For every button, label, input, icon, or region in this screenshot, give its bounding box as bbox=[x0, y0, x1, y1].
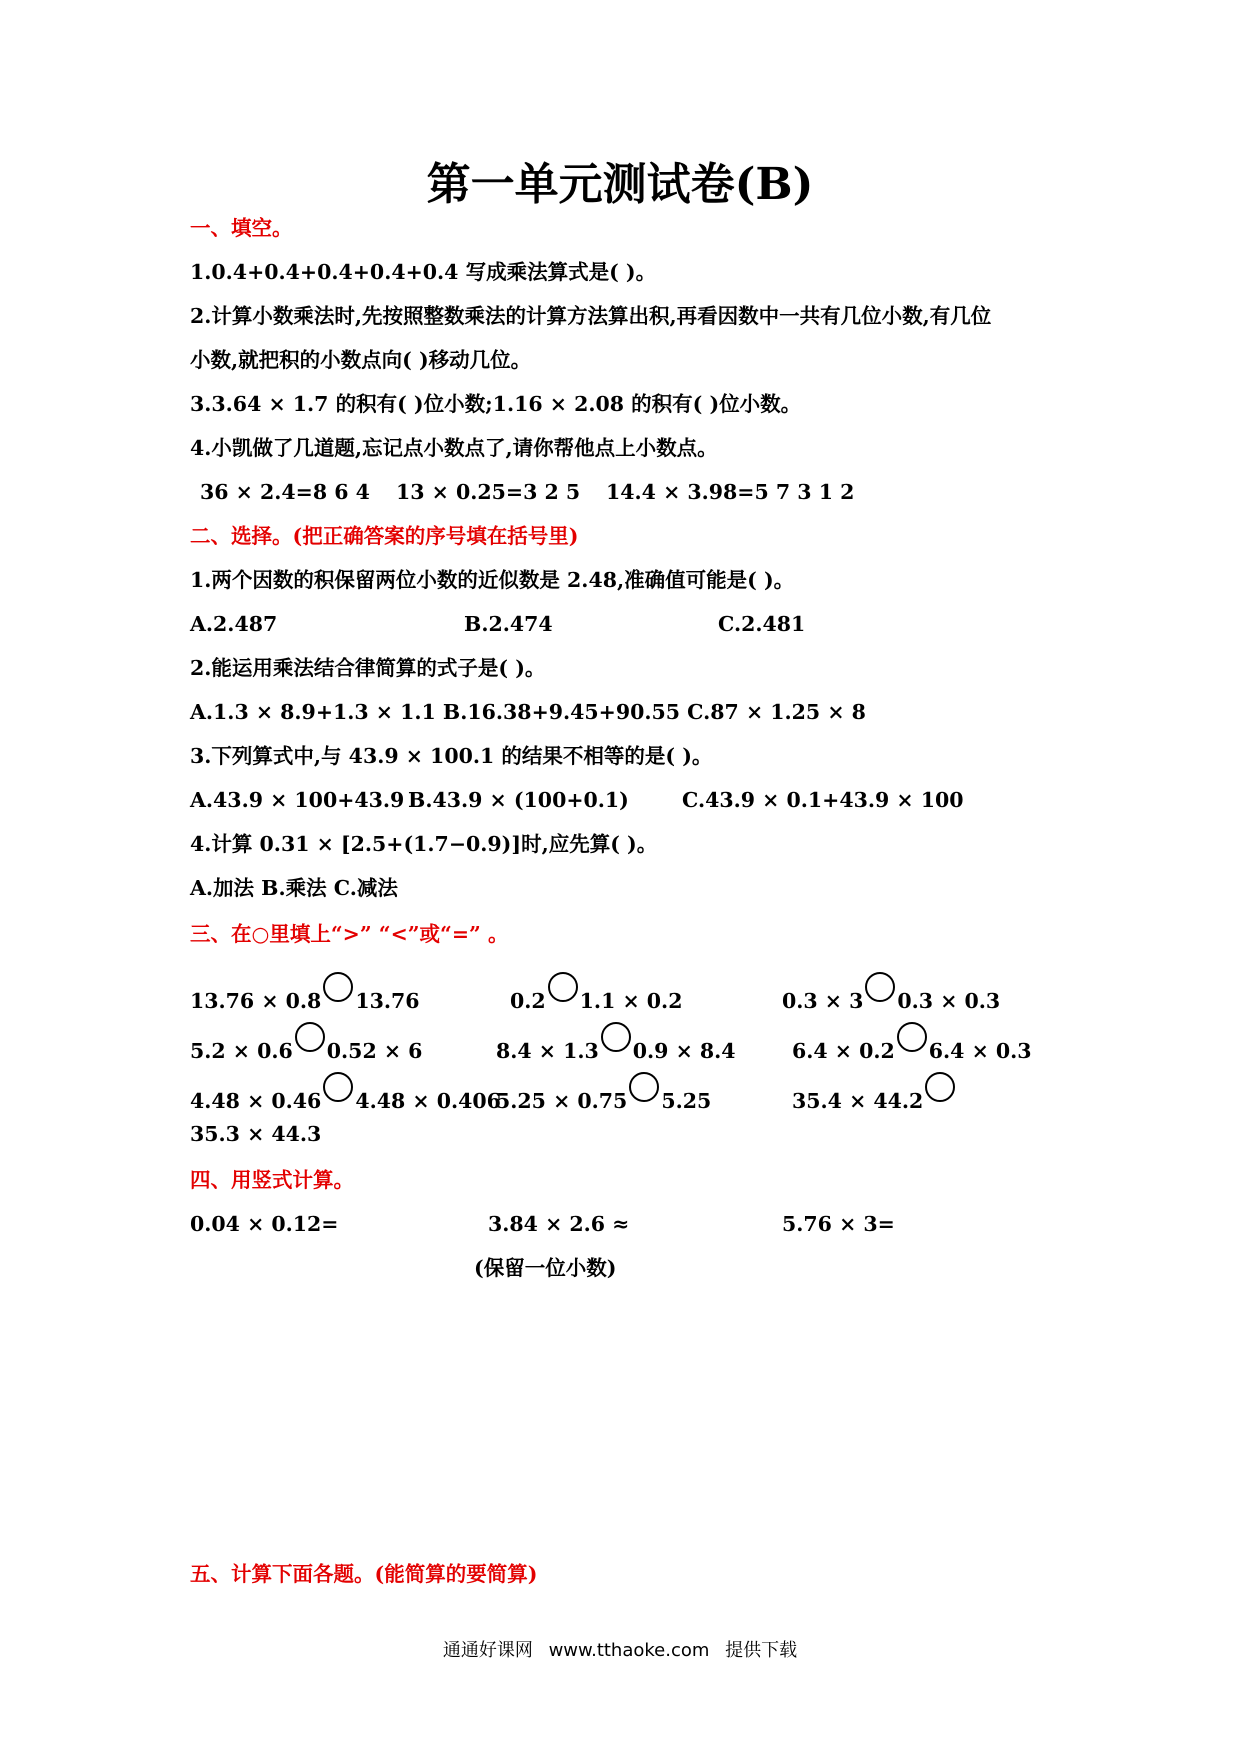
q2-3-option-a: A.43.9 × 100+43.9 bbox=[190, 788, 405, 812]
answer-circle[interactable] bbox=[925, 1072, 955, 1102]
compare-item bbox=[496, 1022, 736, 1064]
question-2-4: 4.计算 0.31 × [2.5+(1.7−0.9)]时,应先算( )。 bbox=[190, 832, 658, 856]
compare-left: 8.4 × 1.3 bbox=[496, 1039, 599, 1063]
q4-item-3: 14.4 × 3.98=5 7 3 1 2 bbox=[606, 480, 855, 504]
answer-circle[interactable] bbox=[629, 1072, 659, 1102]
answer-circle[interactable] bbox=[323, 1072, 353, 1102]
compare-right: 0.9 × 8.4 bbox=[632, 1039, 736, 1063]
compare-left: 0.3 × 3 bbox=[782, 989, 864, 1013]
q2-3-option-b: B.43.9 × (100+0.1) bbox=[408, 788, 629, 812]
question-1-1: 1.0.4+0.4+0.4+0.4+0.4 写成乘法算式是( )。 bbox=[190, 260, 657, 284]
compare-left: 35.4 × 44.2 bbox=[792, 1089, 924, 1113]
rounding-note: (保留一位小数) bbox=[474, 1256, 617, 1280]
compare-overflow-right: 35.3 × 44.3 bbox=[190, 1122, 322, 1146]
page-footer bbox=[0, 1636, 1240, 1662]
question-2-1: 1.两个因数的积保留两位小数的近似数是 2.48,准确值可能是( )。 bbox=[190, 568, 795, 592]
question-2-3: 3.下列算式中,与 43.9 × 100.1 的结果不相等的是( )。 bbox=[190, 744, 713, 768]
section5-heading: 五、计算下面各题。(能简算的要简算) bbox=[190, 1562, 538, 1586]
q2-4-options: A.加法 B.乘法 C.减法 bbox=[190, 876, 398, 900]
answer-circle[interactable] bbox=[601, 1022, 631, 1052]
compare-left: 6.4 × 0.2 bbox=[792, 1039, 895, 1063]
compare-right: 0.52 × 6 bbox=[326, 1039, 423, 1063]
compare-left: 0.2 bbox=[510, 989, 546, 1013]
question-1-2-line1: 2.计算小数乘法时,先按照整数乘法的计算方法算出积,再看因数中一共有几位小数,有几位 bbox=[190, 304, 992, 328]
compare-right: 0.3 × 0.3 bbox=[897, 989, 1001, 1013]
compare-right: 4.48 × 0.406 bbox=[355, 1089, 501, 1113]
compare-item bbox=[190, 1072, 501, 1114]
section1-heading: 一、填空。 bbox=[190, 216, 293, 240]
compare-item bbox=[190, 1022, 422, 1064]
compare-item bbox=[190, 972, 420, 1014]
answer-circle[interactable] bbox=[548, 972, 578, 1002]
section3-heading: 三、在○里填上“>” “<”或“=” 。 bbox=[190, 922, 509, 946]
question-1-2-line2: 小数,就把积的小数点向( )移动几位。 bbox=[190, 348, 532, 372]
vertical-calc-item-2: 3.84 × 2.6 ≈ bbox=[488, 1212, 630, 1236]
answer-circle[interactable] bbox=[295, 1022, 325, 1052]
q2-1-option-a: A.2.487 bbox=[190, 612, 278, 636]
answer-circle[interactable] bbox=[897, 1022, 927, 1052]
vertical-calc-item-3: 5.76 × 3= bbox=[782, 1212, 895, 1236]
section2-heading: 二、选择。(把正确答案的序号填在括号里) bbox=[190, 524, 579, 548]
section4-heading: 四、用竖式计算。 bbox=[190, 1168, 354, 1192]
q2-1-option-b: B.2.474 bbox=[464, 612, 553, 636]
question-1-3: 3.3.64 × 1.7 的积有( )位小数;1.16 × 2.08 的积有( )位小数。 bbox=[190, 392, 802, 416]
footer-url[interactable]: www.tthaoke.com bbox=[548, 1640, 710, 1661]
compare-right: 1.1 × 0.2 bbox=[579, 989, 683, 1013]
compare-left: 4.48 × 0.46 bbox=[190, 1089, 322, 1113]
compare-left: 5.25 × 0.75 bbox=[496, 1089, 628, 1113]
q2-3-option-c: C.43.9 × 0.1+43.9 × 100 bbox=[682, 788, 964, 812]
footer-suffix: 提供下载 bbox=[725, 1640, 798, 1661]
vertical-calc-item-1: 0.04 × 0.12= bbox=[190, 1212, 339, 1236]
answer-circle[interactable] bbox=[865, 972, 895, 1002]
footer-site-name: 通通好课网 bbox=[442, 1640, 533, 1661]
compare-right: 5.25 bbox=[661, 1089, 712, 1113]
compare-right: 6.4 × 0.3 bbox=[928, 1039, 1032, 1063]
q2-1-option-c: C.2.481 bbox=[718, 612, 806, 636]
compare-item bbox=[792, 1022, 1032, 1064]
compare-left: 13.76 × 0.8 bbox=[190, 989, 322, 1013]
compare-item bbox=[782, 972, 1000, 1014]
page-title: 第一单元测试卷(B) bbox=[426, 159, 814, 210]
q2-2-options: A.1.3 × 8.9+1.3 × 1.1 B.16.38+9.45+90.55 C.87 × 1.25 × 8 bbox=[190, 700, 866, 724]
answer-circle[interactable] bbox=[323, 972, 353, 1002]
compare-item bbox=[496, 1072, 711, 1114]
compare-item bbox=[792, 1072, 957, 1114]
question-2-2: 2.能运用乘法结合律简算的式子是( )。 bbox=[190, 656, 546, 680]
compare-right: 13.76 bbox=[355, 989, 420, 1013]
question-1-4: 4.小凯做了几道题,忘记点小数点了,请你帮他点上小数点。 bbox=[190, 436, 718, 460]
q4-item-1: 36 × 2.4=8 6 4 bbox=[200, 480, 370, 504]
compare-left: 5.2 × 0.6 bbox=[190, 1039, 293, 1063]
q4-item-2: 13 × 0.25=3 2 5 bbox=[396, 480, 581, 504]
compare-item bbox=[510, 972, 682, 1014]
